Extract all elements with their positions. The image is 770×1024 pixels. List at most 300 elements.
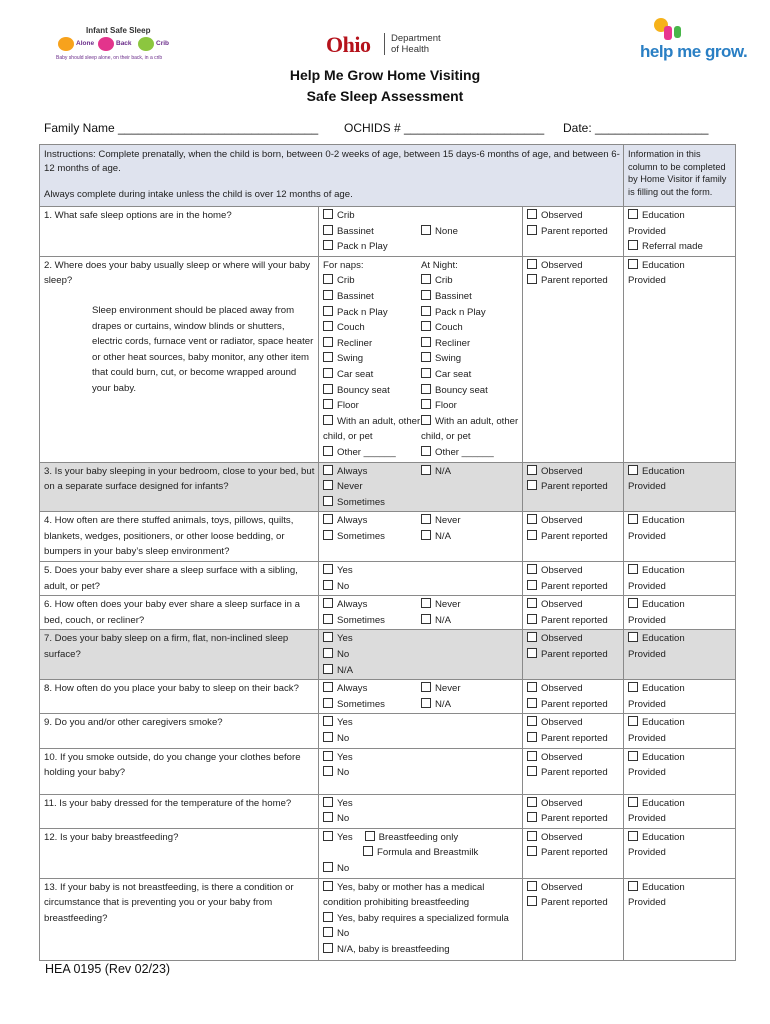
observation-option[interactable] [527, 796, 620, 812]
checkbox[interactable] [421, 514, 431, 524]
checkbox[interactable] [323, 368, 333, 378]
checkbox[interactable] [628, 209, 638, 219]
question-text: 7. Does your baby sleep on a firm, flat, non-inclined sleep surface? [44, 633, 289, 661]
checkbox[interactable] [323, 943, 333, 953]
answer-option[interactable] [323, 479, 421, 495]
home-visitor-option[interactable] [628, 258, 732, 274]
checkbox[interactable] [628, 240, 638, 250]
home-visitor-option[interactable] [628, 830, 732, 846]
checkbox[interactable] [628, 797, 638, 807]
answer-option[interactable] [323, 926, 519, 942]
option-label: Parent reported [541, 481, 608, 493]
home-visitor-option[interactable] [628, 880, 732, 896]
sleep-location-option[interactable] [421, 289, 519, 305]
options-col [421, 208, 519, 255]
checkbox[interactable] [527, 896, 537, 906]
answer-option[interactable] [421, 224, 519, 240]
home-visitor-cell [624, 562, 736, 596]
checkbox[interactable] [323, 514, 333, 524]
breastfeeding-yes-row [323, 830, 519, 846]
sleep-location-option[interactable] [421, 445, 519, 461]
checkbox[interactable] [527, 225, 537, 235]
question-cell [40, 596, 319, 630]
answer-option[interactable] [421, 697, 519, 713]
answer-option[interactable] [323, 697, 421, 713]
options-col [421, 597, 519, 628]
answer-option[interactable] [323, 464, 421, 480]
checkbox[interactable] [421, 682, 431, 692]
option-label: Never [435, 515, 461, 527]
sleep-location-option[interactable] [323, 320, 421, 336]
observation-option[interactable] [527, 579, 620, 595]
answer-option[interactable] [323, 750, 421, 766]
option-label: Yes [337, 751, 353, 763]
home-visitor-option[interactable] [628, 750, 732, 766]
checkbox[interactable] [323, 564, 333, 574]
sleep-location-option[interactable] [323, 367, 421, 383]
checkbox[interactable] [323, 831, 333, 841]
option-label: Parent reported [541, 733, 608, 744]
option-label: Parent reported [541, 767, 608, 779]
observation-option[interactable] [527, 631, 620, 647]
option-label: Never [337, 481, 363, 493]
options-col [421, 681, 519, 712]
sleep-location-option[interactable] [323, 414, 421, 445]
checkbox[interactable] [527, 530, 537, 540]
answer-options [323, 563, 519, 594]
checkbox[interactable] [527, 614, 537, 624]
provided-label: Provided [628, 649, 666, 661]
answer-cell [319, 714, 523, 748]
checkbox[interactable] [628, 682, 638, 692]
answer-option[interactable] [323, 597, 421, 613]
checkbox[interactable] [628, 564, 638, 574]
sleep-location-option[interactable] [323, 351, 421, 367]
ochids-field[interactable]: OCHIDS # _____________________ [344, 121, 545, 135]
checkbox[interactable] [323, 415, 333, 425]
checkbox[interactable] [421, 274, 431, 284]
checkbox[interactable] [527, 598, 537, 608]
answer-option[interactable] [323, 861, 519, 877]
answer-option[interactable] [421, 597, 519, 613]
option-label: Observed [541, 831, 583, 843]
answer-option[interactable] [323, 647, 421, 663]
question-row [40, 562, 736, 596]
checkbox[interactable] [421, 384, 431, 394]
option-label: Parent reported [541, 225, 608, 237]
spacer [421, 208, 519, 224]
observation-option[interactable] [527, 715, 620, 731]
checkbox[interactable] [628, 881, 638, 891]
checkbox[interactable] [323, 209, 333, 219]
checkbox[interactable] [323, 321, 333, 331]
checkbox[interactable] [421, 698, 431, 708]
checkbox[interactable] [527, 812, 537, 822]
question-cell [40, 512, 319, 562]
option-label: N/A [435, 614, 451, 626]
answer-option[interactable] [323, 563, 421, 579]
answer-cell [319, 794, 523, 828]
home-visitor-option[interactable] [628, 796, 732, 812]
option-label: Always [337, 465, 368, 477]
checkbox[interactable] [421, 368, 431, 378]
observation-option[interactable] [527, 845, 620, 861]
observation-option[interactable] [527, 613, 620, 629]
spacer [421, 796, 519, 812]
sleep-location-option[interactable] [323, 336, 421, 352]
checkbox[interactable] [421, 306, 431, 316]
answer-option[interactable] [323, 796, 421, 812]
sleep-location-option[interactable] [421, 414, 519, 445]
sleep-location-option[interactable] [323, 289, 421, 305]
option-label: Yes [337, 831, 353, 843]
sleep-location-option[interactable] [323, 383, 421, 399]
answer-option[interactable] [323, 239, 421, 255]
observation-cell [523, 462, 624, 512]
checkbox[interactable] [628, 716, 638, 726]
sleep-location-option[interactable] [421, 398, 519, 414]
sleep-location-option[interactable] [323, 273, 421, 289]
observation-option[interactable] [527, 597, 620, 613]
option-label: Couch [435, 322, 463, 334]
observation-option[interactable] [527, 750, 620, 766]
home-visitor-option[interactable] [628, 239, 732, 255]
options-col [323, 464, 421, 511]
answer-option[interactable] [323, 224, 421, 240]
question-cell [40, 794, 319, 828]
checkbox[interactable] [323, 682, 333, 692]
child-figure-icon [664, 26, 672, 40]
answer-cell [319, 256, 523, 462]
checkbox[interactable] [527, 766, 537, 776]
instructions-text: Instructions: Complete prenatally, when the child is born, between 0-2 weeks of age, between 15 days-6 months of age, and between 6-12 months of age. [44, 149, 620, 174]
answer-option[interactable] [323, 942, 519, 958]
checkbox[interactable] [323, 766, 333, 776]
option-label: No [337, 813, 350, 825]
checkbox[interactable] [527, 274, 537, 284]
answer-option[interactable] [323, 513, 421, 529]
sleep-location-option[interactable] [323, 305, 421, 321]
answer-option[interactable] [323, 715, 421, 731]
observation-option[interactable] [527, 273, 620, 289]
option-label: None [435, 225, 458, 237]
provided-label: Provided [628, 813, 666, 825]
checkbox[interactable] [421, 446, 431, 456]
spacer [421, 731, 519, 747]
checkbox[interactable] [323, 632, 333, 642]
family-name-field[interactable]: Family Name ______________________________ [44, 121, 319, 135]
checkbox[interactable] [421, 598, 431, 608]
logo-word-crib: Crib [156, 40, 169, 47]
answer-option[interactable] [323, 631, 421, 647]
spacer [421, 631, 519, 647]
observation-option[interactable] [527, 681, 620, 697]
question-row [40, 256, 736, 462]
answer-option[interactable] [323, 832, 353, 843]
checkbox[interactable] [421, 614, 431, 624]
observation-option[interactable] [527, 563, 620, 579]
home-visitor-option[interactable] [628, 681, 732, 697]
observation-option[interactable] [527, 731, 620, 747]
sleep-location-option[interactable] [421, 351, 519, 367]
option-label: Always [337, 683, 368, 695]
observation-option[interactable] [527, 830, 620, 846]
options-col [323, 715, 421, 746]
help-me-grow-wordmark: help me grow. [640, 42, 748, 61]
checkbox[interactable] [628, 514, 638, 524]
crib-icon [138, 37, 154, 51]
checkbox[interactable] [421, 225, 431, 235]
answer-option[interactable] [323, 681, 421, 697]
checkbox[interactable] [323, 580, 333, 590]
answer-option[interactable] [323, 845, 519, 861]
checkbox[interactable] [323, 384, 333, 394]
checkbox[interactable] [421, 352, 431, 362]
option-label: Yes, baby or mother has a medical condition prohibiting breastfeeding [323, 881, 485, 909]
sleep-location-option[interactable] [323, 398, 421, 414]
option-label: Yes [337, 565, 353, 577]
home-visitor-option[interactable] [628, 631, 732, 647]
checkbox[interactable] [323, 716, 333, 726]
option-label: Crib [337, 275, 355, 287]
observation-option[interactable] [527, 647, 620, 663]
checkbox[interactable] [628, 632, 638, 642]
question-text: 11. Is your baby dressed for the temperature of the home? [44, 797, 292, 809]
home-visitor-option[interactable] [628, 208, 732, 224]
sleep-location-option[interactable] [323, 445, 421, 461]
checkbox[interactable] [323, 240, 333, 250]
provided-label: Provided [628, 530, 666, 542]
question-cell [40, 207, 319, 257]
checkbox[interactable] [323, 480, 333, 490]
sleep-location-option[interactable] [421, 383, 519, 399]
checkbox[interactable] [323, 881, 333, 891]
checkbox[interactable] [527, 480, 537, 490]
option-label: Education [642, 599, 685, 611]
checkbox[interactable] [527, 648, 537, 658]
home-visitor-cell [624, 512, 736, 562]
observation-cell [523, 207, 624, 257]
answer-option[interactable] [365, 832, 458, 843]
answer-option[interactable] [421, 613, 519, 629]
checkbox[interactable] [421, 399, 431, 409]
answer-option[interactable] [323, 731, 421, 747]
checkbox[interactable] [628, 465, 638, 475]
checkbox[interactable] [527, 564, 537, 574]
checkbox[interactable] [323, 290, 333, 300]
checkbox[interactable] [323, 648, 333, 658]
option-label: Always [337, 599, 368, 611]
checkbox[interactable] [323, 732, 333, 742]
observation-cell [523, 562, 624, 596]
ohio-logo: Ohio [326, 32, 371, 57]
checkbox[interactable] [527, 698, 537, 708]
answer-option[interactable] [421, 529, 519, 545]
checkbox[interactable] [323, 812, 333, 822]
checkbox[interactable] [323, 496, 333, 506]
checkbox[interactable] [527, 514, 537, 524]
answer-option[interactable] [421, 513, 519, 529]
provided-label: Provided [628, 580, 666, 592]
option-label: Observed [541, 565, 583, 577]
child-figure-icon [674, 26, 681, 38]
sleep-location-option[interactable] [421, 305, 519, 321]
option-label: Car seat [435, 368, 472, 380]
option-label: Bouncy seat [337, 384, 390, 396]
option-label: Bouncy seat [435, 384, 488, 396]
checkbox[interactable] [323, 751, 333, 761]
option-label: N/A [435, 530, 451, 542]
checkbox[interactable] [323, 614, 333, 624]
observation-option[interactable] [527, 895, 620, 911]
checkbox[interactable] [527, 465, 537, 475]
answer-option[interactable] [323, 880, 519, 911]
option-label: Observed [541, 881, 583, 893]
checkbox[interactable] [527, 580, 537, 590]
option-label: N/A [435, 698, 451, 710]
checkbox[interactable] [363, 846, 373, 856]
option-label: Education [642, 515, 685, 527]
checkbox[interactable] [421, 415, 431, 425]
question-text: 6. How often does your baby ever share a sleep surface in a bed, couch, or recliner? [44, 599, 300, 626]
checkbox[interactable] [323, 598, 333, 608]
checkbox[interactable] [628, 751, 638, 761]
checkbox[interactable] [527, 846, 537, 856]
provided-label: Provided [628, 698, 666, 710]
question-text: 8. How often do you place your baby to sleep on their back? [44, 683, 299, 695]
observation-option[interactable] [527, 765, 620, 781]
observation-option[interactable] [527, 529, 620, 545]
option-label: With an adult, other child, or pet [323, 415, 421, 443]
observation-cell [523, 256, 624, 462]
checkbox[interactable] [527, 751, 537, 761]
home-visitor-option[interactable] [628, 464, 732, 480]
home-visitor-cell [624, 748, 736, 794]
sleep-location-option[interactable] [421, 367, 519, 383]
checkbox[interactable] [527, 632, 537, 642]
observation-option[interactable] [527, 479, 620, 495]
checkbox[interactable] [323, 274, 333, 284]
checkbox[interactable] [323, 664, 333, 674]
answer-option[interactable] [323, 811, 421, 827]
observation-cell [523, 596, 624, 630]
observation-option[interactable] [527, 224, 620, 240]
option-label: Observed [541, 633, 583, 645]
checkbox[interactable] [527, 259, 537, 269]
option-label: Never [435, 683, 461, 695]
checkbox[interactable] [323, 862, 333, 872]
option-label: Yes [337, 633, 353, 645]
checkbox[interactable] [527, 716, 537, 726]
observation-option[interactable] [527, 208, 620, 224]
observation-option[interactable] [527, 513, 620, 529]
date-field[interactable]: Date: _________________ [563, 121, 709, 135]
home-visitor-cell [624, 828, 736, 878]
sleep-environment-note: Sleep environment should be placed away from drapes or curtains, window blinds or shutters, electric cords, furnace vent or radiator, space heater or other heat sources, baby monitor, any other item that could burn, cut, or become wrapped around your baby. [92, 304, 314, 394]
checkbox[interactable] [527, 831, 537, 841]
observation-option[interactable] [527, 697, 620, 713]
checkbox[interactable] [628, 831, 638, 841]
checkbox[interactable] [323, 306, 333, 316]
answer-option[interactable] [323, 663, 421, 679]
answer-option[interactable] [323, 911, 519, 927]
option-label: Yes [337, 717, 353, 729]
options-col [323, 597, 421, 628]
spacer [421, 750, 519, 766]
home-visitor-option[interactable] [628, 563, 732, 579]
observation-option[interactable] [527, 464, 620, 480]
checkbox[interactable] [323, 530, 333, 540]
home-visitor-option[interactable] [628, 597, 732, 613]
options-col [323, 750, 421, 781]
checkbox[interactable] [323, 698, 333, 708]
sleep-location-option[interactable] [421, 320, 519, 336]
home-visitor-option[interactable] [628, 513, 732, 529]
checkbox[interactable] [421, 530, 431, 540]
answer-option[interactable] [323, 208, 421, 224]
checkbox[interactable] [421, 337, 431, 347]
checkbox[interactable] [628, 259, 638, 269]
option-label: Sometimes [337, 530, 385, 542]
provided-label: Provided [628, 847, 666, 859]
checkbox[interactable] [323, 927, 333, 937]
checkbox[interactable] [323, 399, 333, 409]
option-label: Pack n Play [337, 306, 388, 318]
checkbox[interactable] [323, 446, 333, 456]
option-label: Education [642, 881, 685, 893]
checkbox[interactable] [421, 465, 431, 475]
checkbox[interactable] [365, 831, 375, 841]
answer-option[interactable] [323, 579, 421, 595]
checkbox[interactable] [323, 337, 333, 347]
answer-option[interactable] [323, 529, 421, 545]
spacer [421, 811, 519, 827]
checkbox[interactable] [527, 682, 537, 692]
checkbox[interactable] [527, 797, 537, 807]
checkbox[interactable] [323, 912, 333, 922]
provided-label: Provided [628, 481, 666, 493]
checkbox[interactable] [323, 352, 333, 362]
observation-option[interactable] [527, 811, 620, 827]
checkbox[interactable] [421, 321, 431, 331]
checkbox[interactable] [323, 225, 333, 235]
heart-icon [98, 37, 114, 51]
observation-option[interactable] [527, 880, 620, 896]
option-label: Sometimes [337, 614, 385, 626]
answer-option[interactable] [323, 495, 421, 511]
checkbox[interactable] [527, 881, 537, 891]
observation-option[interactable] [527, 258, 620, 274]
option-label: Yes, baby requires a specialized formula [337, 912, 509, 924]
checkbox[interactable] [628, 598, 638, 608]
sleep-location-option[interactable] [421, 273, 519, 289]
checkbox[interactable] [323, 797, 333, 807]
checkbox[interactable] [527, 732, 537, 742]
answer-option[interactable] [421, 681, 519, 697]
question-cell [40, 714, 319, 748]
option-label: Observed [541, 599, 583, 611]
checkbox[interactable] [421, 290, 431, 300]
answer-option[interactable] [323, 765, 421, 781]
sleep-location-option[interactable] [421, 336, 519, 352]
home-visitor-option[interactable] [628, 715, 732, 731]
checkbox[interactable] [527, 209, 537, 219]
answer-option[interactable] [323, 613, 421, 629]
answer-option[interactable] [421, 464, 519, 480]
question-text: 4. How often are there stuffed animals, toys, pillows, quilts, blankets, wedges, positioners, or other loose bedding, or bumpers in your baby’s sleep environment? [44, 515, 294, 558]
option-label: Observed [541, 515, 583, 527]
checkbox[interactable] [323, 465, 333, 475]
